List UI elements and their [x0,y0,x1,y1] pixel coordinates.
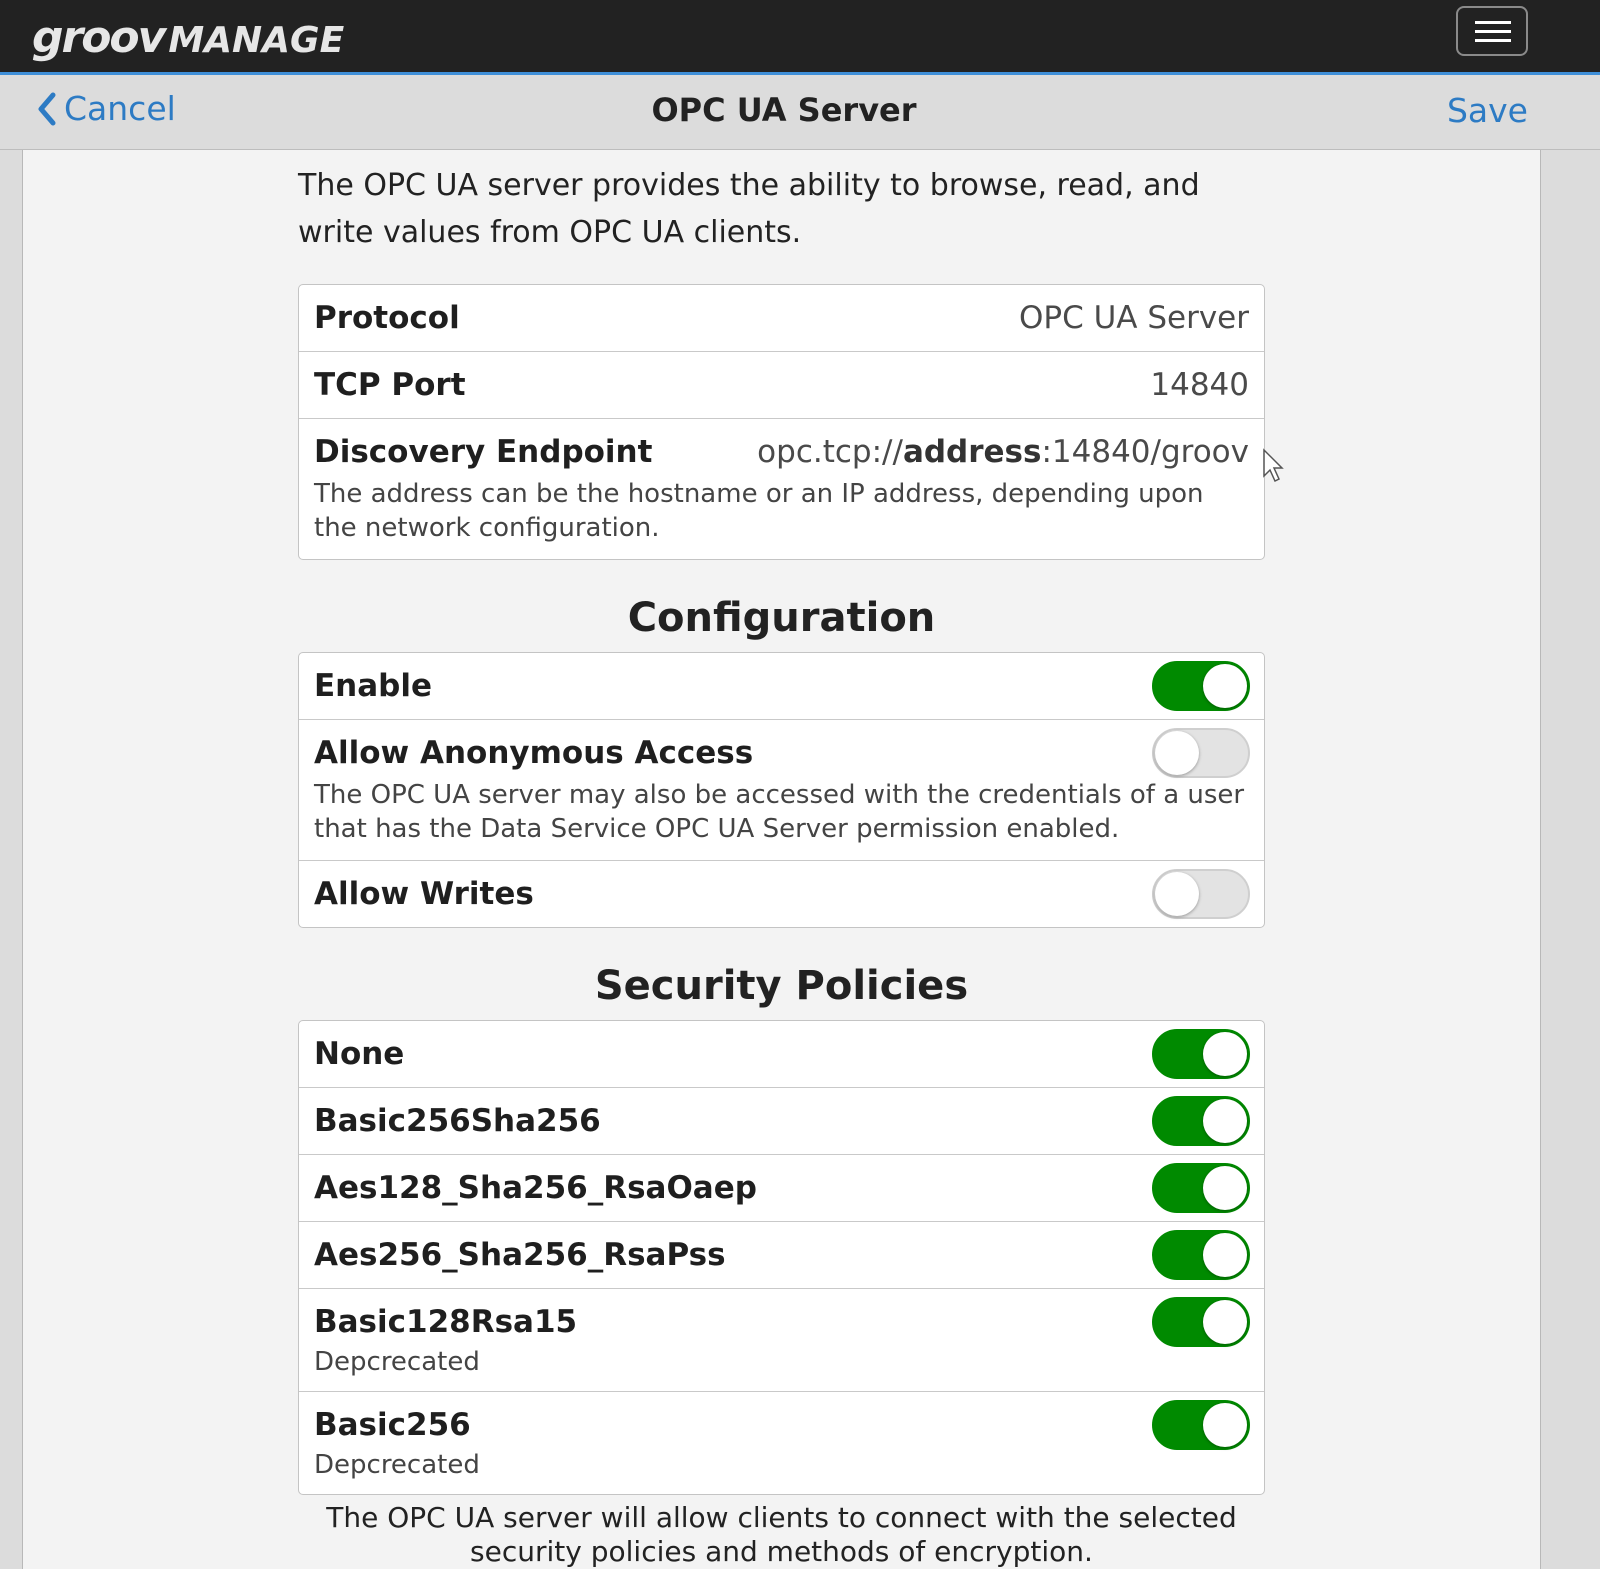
policy-basic256-toggle[interactable] [1152,1400,1250,1450]
anonymous-access-label: Allow Anonymous Access [314,735,754,771]
toggle-knob [1203,1099,1247,1143]
enable-label: Enable [314,668,433,704]
allow-writes-toggle[interactable] [1152,869,1250,919]
anonymous-access-row [299,719,1264,860]
toggle-knob [1203,1032,1247,1076]
discovery-endpoint-description: The address can be the hostname or an IP address, depending upon the network configuration. [314,479,1204,543]
mouse-pointer-icon [1262,448,1286,484]
configuration-card [298,652,1265,928]
server-info-card [298,284,1265,560]
protocol-label: Protocol [314,300,460,336]
allow-writes-label: Allow Writes [314,876,534,912]
hamburger-line [1475,21,1511,24]
anonymous-access-toggle[interactable] [1152,728,1250,778]
discovery-endpoint-row [299,418,1264,559]
policy-label: None [314,1036,405,1072]
enable-toggle[interactable] [1152,661,1250,711]
endpoint-suffix: :14840/groov [1041,434,1249,470]
hamburger-line [1475,39,1511,42]
policy-aes256-toggle[interactable] [1152,1230,1250,1280]
endpoint-prefix: opc.tcp:// [757,434,903,470]
policy-label: Basic256Sha256 [314,1103,601,1139]
hamburger-menu-button[interactable] [1456,6,1528,56]
security-policies-heading: Security Policies [594,963,969,1009]
enable-row [299,653,1264,719]
security-policies-footer: The OPC UA server will allow clients to connect with the selected security policies and methods of encryption. [326,1501,1237,1568]
save-button[interactable]: Save [1446,91,1528,130]
policy-aes128-toggle[interactable] [1152,1163,1250,1213]
policy-label: Basic256 [314,1407,471,1443]
left-gutter [0,150,23,1569]
policy-basic128rsa15-toggle[interactable] [1152,1297,1250,1347]
toggle-knob [1203,1166,1247,1210]
toggle-knob [1203,1300,1247,1344]
toggle-knob [1155,872,1199,916]
policy-row-basic256 [299,1391,1264,1494]
groov-manage-logo[interactable] [32,12,344,63]
logo-text-groov: groov [32,12,165,63]
intro-text: The OPC UA server provides the ability to browse, read, and write values from OPC UA clients. [298,168,1200,250]
top-app-bar [0,0,1600,75]
configuration-heading: Configuration [627,595,936,641]
endpoint-address: address [902,434,1042,470]
policy-label: Basic128Rsa15 [314,1304,578,1340]
policy-row-basic256sha256 [299,1087,1264,1154]
tcp-port-row [299,351,1264,418]
discovery-endpoint-value [757,419,1249,485]
page-nav-bar [0,75,1600,150]
hamburger-line [1475,30,1511,33]
protocol-value: OPC UA Server [1018,300,1249,336]
main-content [298,160,1265,1569]
policy-label: Aes128_Sha256_RsaOaep [314,1170,757,1206]
cancel-label: Cancel [64,89,176,128]
toggle-knob [1203,1403,1247,1447]
allow-writes-row [299,860,1264,927]
page-title: OPC UA Server [651,91,917,129]
policy-row-none [299,1021,1264,1087]
toggle-knob [1203,1233,1247,1277]
logo-text-manage: MANAGE [168,20,345,61]
policy-row-aes128 [299,1154,1264,1221]
policy-row-aes256 [299,1221,1264,1288]
policy-deprecated-note: Depcrecated [314,1347,480,1377]
discovery-endpoint-label: Discovery Endpoint [314,434,653,470]
right-gutter [1540,150,1600,1569]
policy-none-toggle[interactable] [1152,1029,1250,1079]
protocol-row [299,285,1264,351]
tcp-port-label: TCP Port [314,367,466,403]
policy-basic256sha256-toggle[interactable] [1152,1096,1250,1146]
anonymous-access-description: The OPC UA server may also be accessed with the credentials of a user that has the Data Service OPC UA Server permission enabled. [314,780,1245,844]
policy-label: Aes256_Sha256_RsaPss [314,1237,726,1273]
toggle-knob [1203,664,1247,708]
policy-deprecated-note: Depcrecated [314,1450,480,1480]
security-policies-card [298,1020,1265,1495]
toggle-knob [1155,731,1199,775]
tcp-port-value: 14840 [1150,367,1249,403]
policy-row-basic128rsa15 [299,1288,1264,1391]
